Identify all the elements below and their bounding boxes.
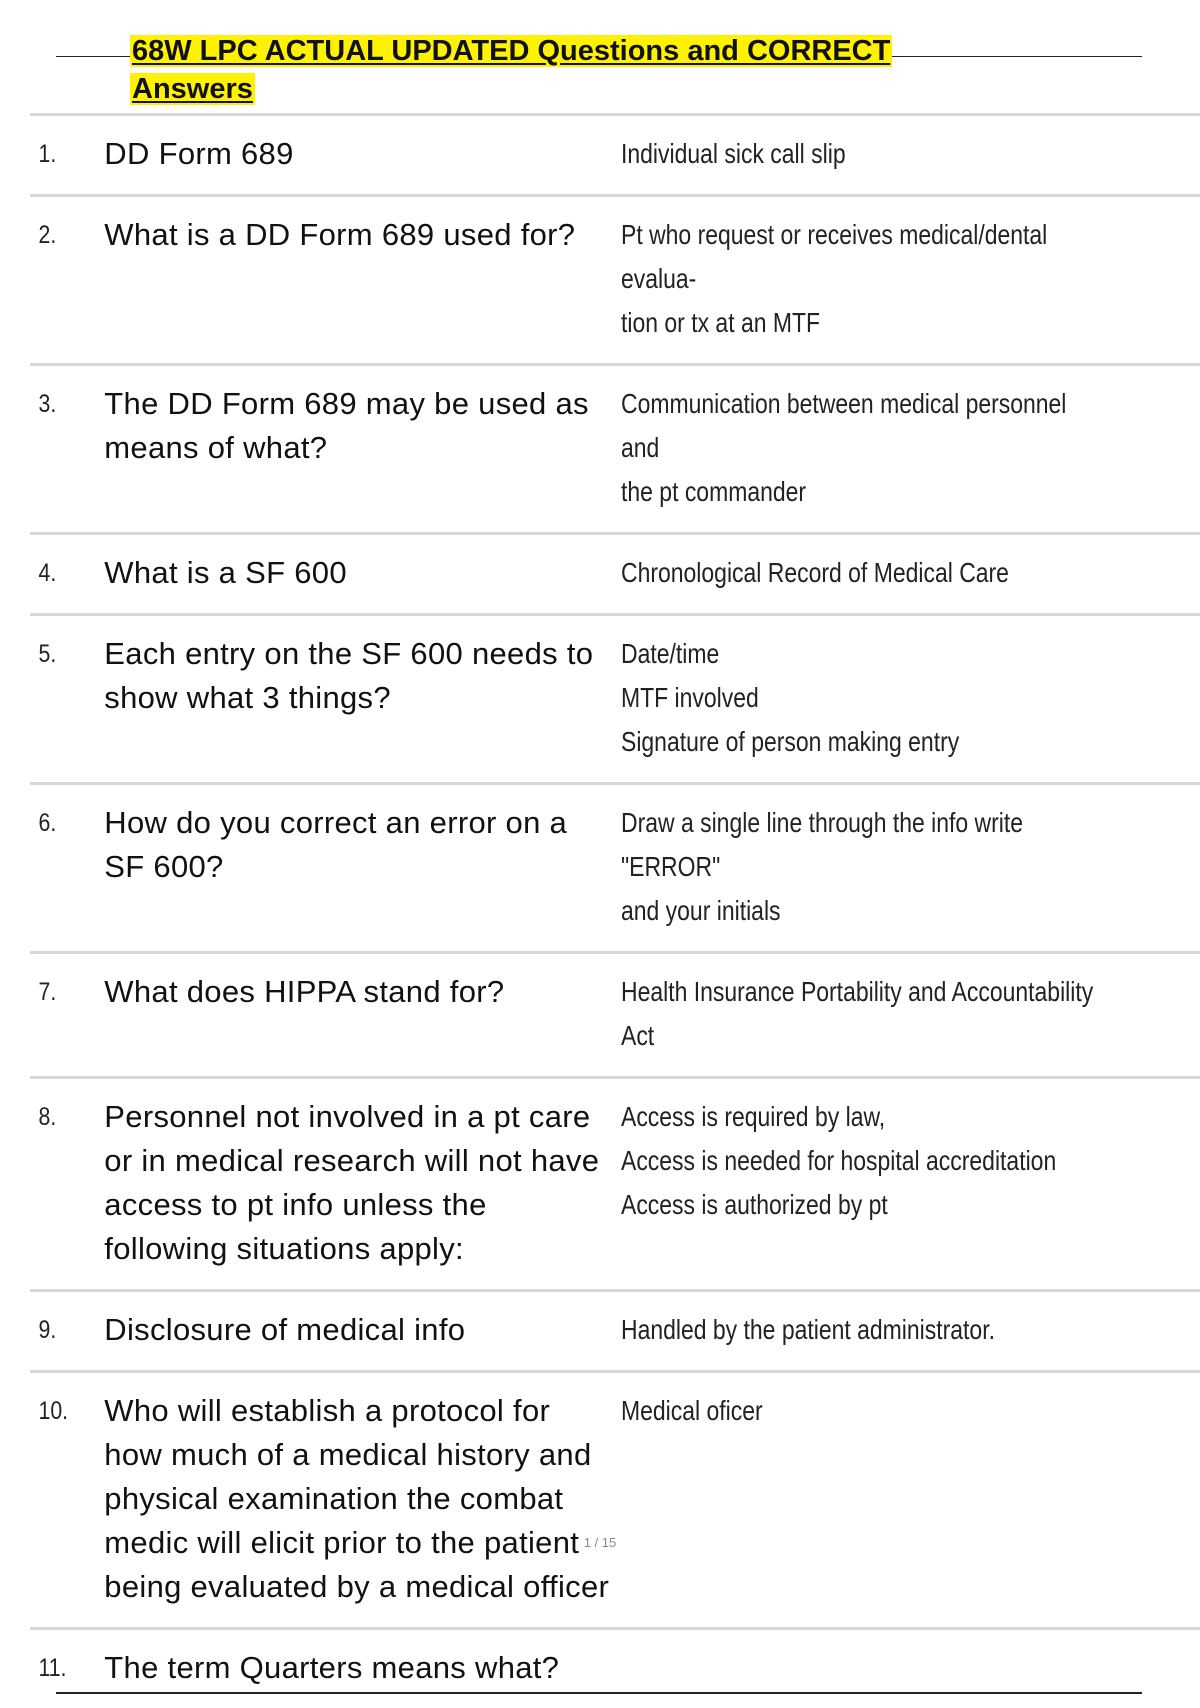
qa-number: 1. <box>38 140 57 168</box>
qa-answer: Communication between medical personnel and the pt commander <box>621 388 1067 507</box>
qa-row-3 <box>30 366 1200 535</box>
qa-question: Each entry on the SF 600 needs to show what 3 things? <box>104 636 594 715</box>
qa-answer: Individual sick call slip <box>621 138 846 169</box>
qa-row-10 <box>30 1373 1200 1630</box>
qa-answer: Medical oficer <box>621 1395 763 1426</box>
qa-question: Who will establish a protocol for how much of a medical history and physical examination the combat medic will elicit prior to the patient being evaluated by a medical officer <box>104 1393 610 1604</box>
qa-question: What does HIPPA stand for? <box>104 974 505 1009</box>
qa-answer: Handled by the patient administrator. <box>621 1314 996 1345</box>
qa-number: 2. <box>38 221 57 249</box>
qa-number: 7. <box>38 978 57 1006</box>
qa-number: 6. <box>38 809 57 837</box>
qa-question: How do you correct an error on a SF 600? <box>104 805 568 884</box>
page-indicator: 1 / 15 <box>583 1535 617 1550</box>
qa-row-7 <box>30 954 1200 1079</box>
qa-row-1 <box>30 116 1200 197</box>
qa-number: 9. <box>38 1316 57 1344</box>
qa-row-6 <box>30 785 1200 954</box>
qa-answer: Chronological Record of Medical Care <box>621 557 1010 588</box>
qa-row-8 <box>30 1079 1200 1292</box>
qa-row-11 <box>30 1630 1200 1708</box>
document-header <box>56 32 1142 108</box>
document-title: 68W LPC ACTUAL UPDATED Questions and CORRECT Answers <box>132 35 891 105</box>
qa-answer: Pt who request or receives medical/dental evalua- tion or tx at an MTF <box>621 219 1048 338</box>
qa-row-2 <box>30 197 1200 366</box>
qa-number: 8. <box>38 1103 57 1131</box>
qa-question: The term Quarters means what? <box>104 1650 560 1685</box>
qa-answer: Access is required by law, Access is needed for hospital accreditation Access is authorized by pt <box>621 1101 1057 1220</box>
qa-question: The DD Form 689 may be used as means of what? <box>104 386 589 465</box>
qa-question: What is a DD Form 689 used for? <box>104 217 576 252</box>
qa-number: 3. <box>38 390 57 418</box>
qa-number: 10. <box>38 1397 69 1425</box>
qa-row-9 <box>30 1292 1200 1373</box>
qa-row-5 <box>30 616 1200 785</box>
qa-question: Disclosure of medical info <box>104 1312 466 1347</box>
footer-rule <box>56 1692 1142 1694</box>
qa-answer: Date/time MTF involved Signature of person making entry <box>621 638 960 757</box>
qa-question: What is a SF 600 <box>104 555 347 590</box>
qa-number: 11. <box>38 1654 67 1682</box>
qa-table <box>30 113 1200 1708</box>
qa-question: DD Form 689 <box>104 136 294 171</box>
qa-answer: Health Insurance Portability and Accountability Act <box>621 976 1094 1051</box>
qa-question: Personnel not involved in a pt care or in medical research will not have access to pt info unless the following situations apply: <box>104 1099 600 1266</box>
qa-answer: Draw a single line through the info write "ERROR" and your initials <box>621 807 1024 926</box>
qa-row-4 <box>30 535 1200 616</box>
qa-number: 5. <box>38 640 57 668</box>
qa-number: 4. <box>38 559 57 587</box>
